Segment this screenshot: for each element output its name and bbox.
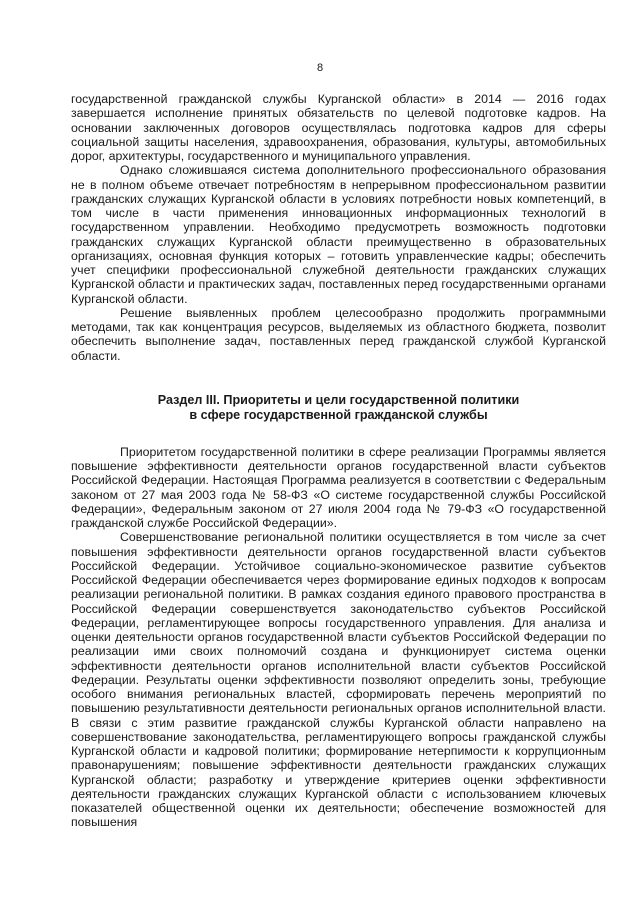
- section-heading-line: Раздел III. Приоритеты и цели государственной политики: [157, 392, 520, 407]
- document-body: [71, 92, 606, 830]
- section-heading-line: в сфере государственной гражданской службы: [189, 407, 488, 422]
- section-heading: [71, 393, 606, 423]
- paragraph: Решение выявленных проблем целесообразно продолжить программными методами, так как концентрация ресурсов, выделяемых из областного бюджета, позволит обеспечить выполнение задач, поставленных перед гражданской службой Курганской области.: [71, 305, 606, 363]
- paragraph: государственной гражданской службы Курганской области» в 2014 — 2016 годах завершается исполнение принятых обязательств по целевой подготовке кадров. На основании заключенных договоров осуществлялась подготовка кадров для сферы социальной защиты населения, здравоохранения, образования, культуры, автомобильных дорог, архитектуры, государственного и муниципального управления.: [71, 92, 606, 163]
- paragraph: Совершенствование региональной политики осуществляется в том числе за счет повышения эффективности деятельности органов государственной власти субъектов Российской Федерации. Устойчивое социально-экономическое развитие субъектов Российской Федерации обеспечивается через формирование единых подходов к вопросам реализации региональной политики. В рамках создания единого правового пространства в Российской Федерации совершенствуется законодательство субъектов Российской Федерации, регламентирующее вопросы государственного управления. Для анализа и оценки деятельности органов государственной власти субъектов Российской Федерации по реализации ими своих полномочий создана и функционирует система оценки эффективности деятельности органов исполнительной власти субъектов Российской Федерации. Результаты оценки эффективности позволяют определить зоны, требующие особого внимания региональных властей, сформировать перечень мероприятий по повышению результативности деятельности региональных органов исполнительной власти. В связи с этим развитие гражданской службы Курганской области направлено на совершенствование законодательства, регламентирующего вопросы гражданской службы Курганской области и кадровой политики; формирование нетерпимости к коррупционным правонарушениям; повышение эффективности деятельности гражданских служащих Курганской области; разработку и утверждение критериев оценки эффективности деятельности гражданских служащих Курганской области с использованием ключевых показателей общественной оценки их деятельности; обеспечение возможностей для повышения: [71, 530, 606, 830]
- paragraph: Приоритетом государственной политики в сфере реализации Программы является повышение эффективности деятельности органов государственной власти субъектов Российской Федерации. Настоящая Программа реализуется в соответствии с Федеральным законом от 27 мая 2003 года № 58-ФЗ «О системе государственной службы Российской Федерации», Федеральным законом от 27 июля 2004 года № 79-ФЗ «О государственной гражданской службе Российской Федерации».: [71, 444, 606, 530]
- page-number: 8: [316, 62, 324, 74]
- paragraph: Однако сложившаяся система дополнительного профессионального образования не в полном объеме отвечает потребностям в непрерывном профессиональном развитии гражданских служащих Курганской области в условиях потребности новых компетенций, в том числе в части применения инновационных информационных технологий в государственном управлении. Необходимо предусмотреть возможность подготовки гражданских служащих Курганской области преимущественно в образовательных организациях, основная функция которых – готовить управленческие кадры; обеспечить учет специфики профессиональной служебной деятельности гражданских служащих Курганской области и практических задач, поставленных перед государственными органами Курганской области.: [71, 163, 606, 306]
